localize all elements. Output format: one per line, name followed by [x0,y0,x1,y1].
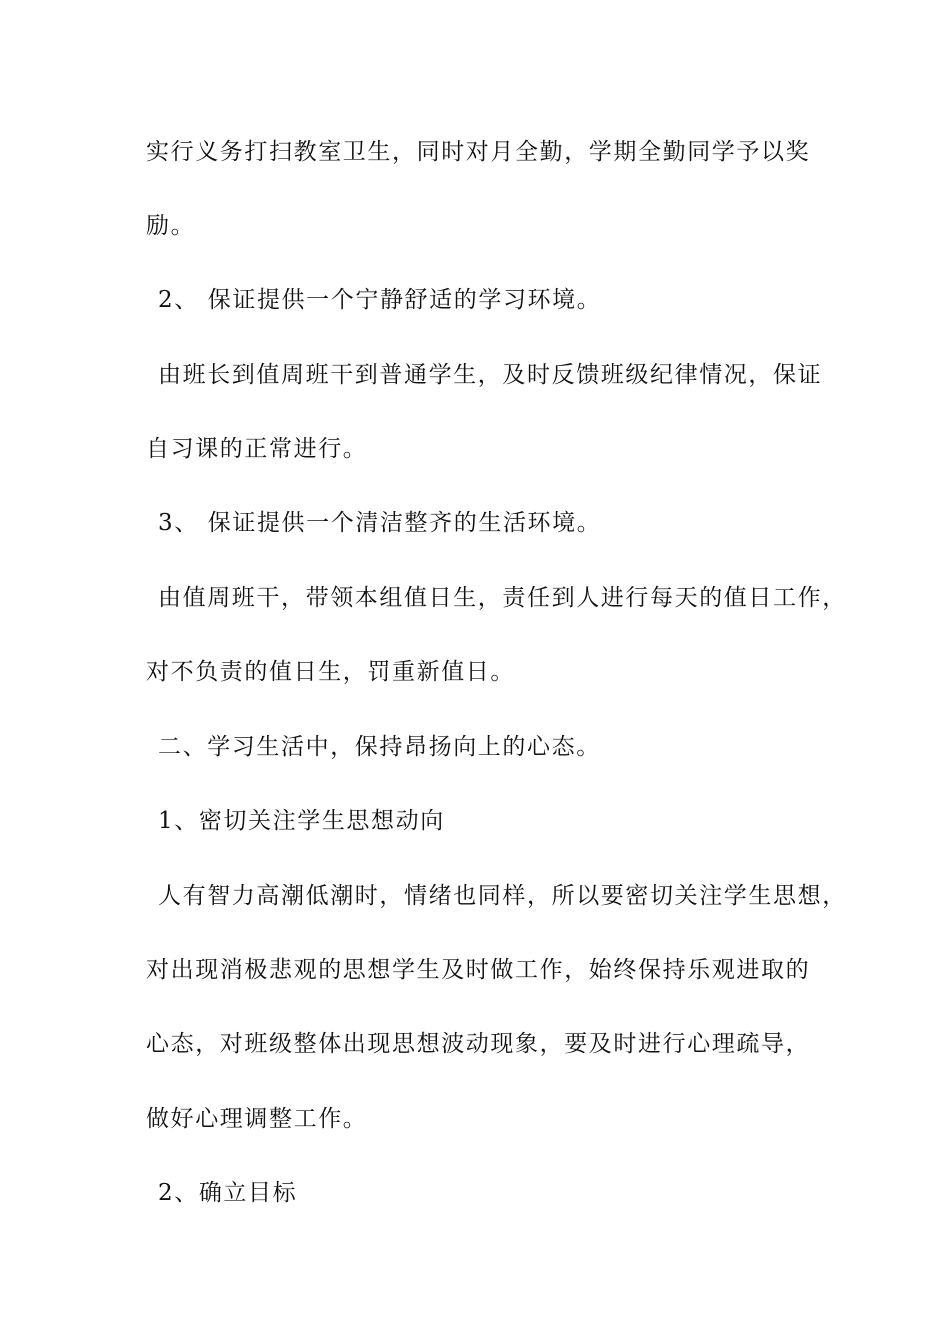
paragraph-line-3: 由班长到值周班干到普通学生，及时反馈班级纪律情况，保证 [158,362,823,388]
paragraph-line-10: 做好心理调整工作。 [146,1106,368,1132]
section-heading-3: 3、 保证提供一个清洁整齐的生活环境。 [158,510,602,536]
paragraph-line-7: 人有智力高潮低潮时，情绪也同样，所以要密切关注学生思想， [158,883,847,909]
paragraph-line-9: 心态，对班级整体出现思想波动现象，要及时进行心理疏导， [146,1031,811,1057]
paragraph-line-5: 由值周班干，带领本组值日生，责任到人进行每天的值日工作， [158,585,847,611]
paragraph-line-6: 对不负责的值日生，罚重新值日。 [146,659,515,685]
paragraph-line-1: 实行义务打扫教室卫生，同时对月全勤，学期全勤同学予以奖 [146,139,811,165]
paragraph-line-8: 对出现消极悲观的思想学生及时做工作，始终保持乐观进取的 [146,957,811,983]
section-heading-2: 2、 保证提供一个宁静舒适的学习环境。 [158,287,602,313]
paragraph-line-2: 励。 [146,213,196,239]
subsection-heading-2: 2、确立目标 [158,1180,298,1206]
subsection-heading-1: 1、密切关注学生思想动向 [158,808,445,834]
paragraph-line-4: 自习课的正常进行。 [146,436,368,462]
chapter-heading-2: 二、学习生活中，保持昂扬向上的心态。 [158,734,601,760]
